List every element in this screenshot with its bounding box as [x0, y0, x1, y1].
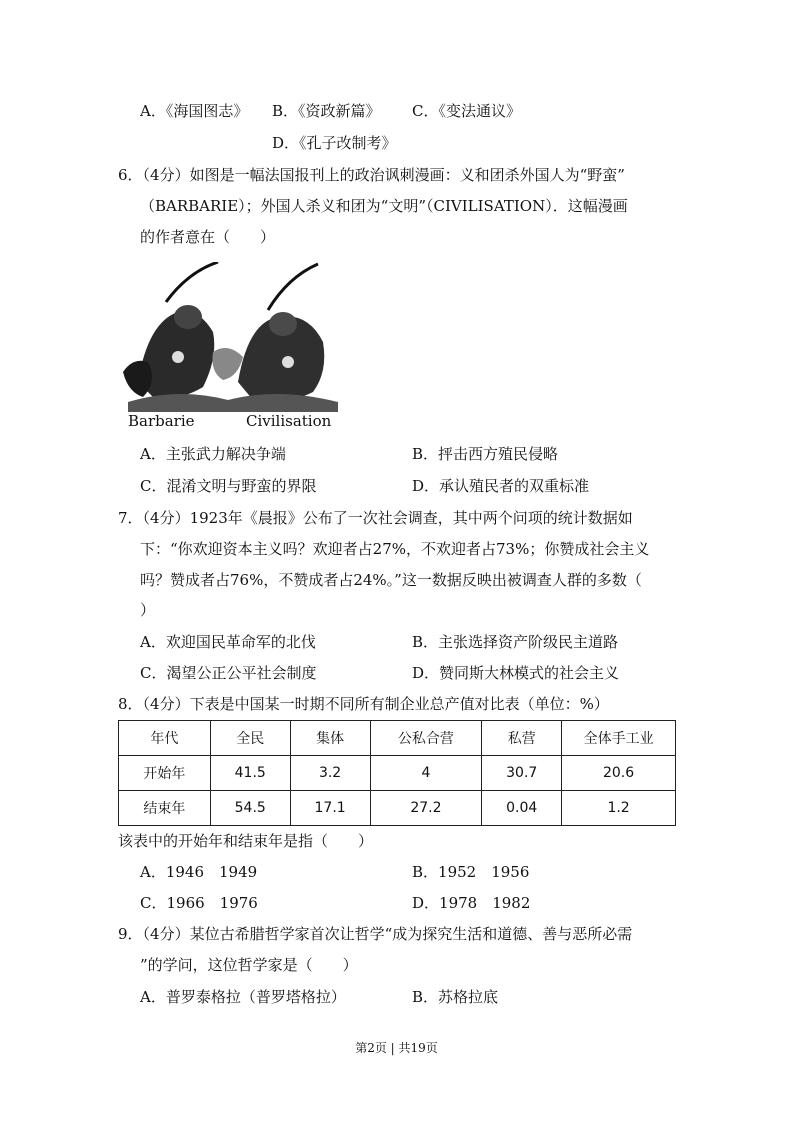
q8-stem-line-1: 8．（4分）下表是中国某一时期不同所有制企业总产值对比表（单位：%） — [118, 695, 609, 713]
table-header-cell: 年代 — [119, 721, 211, 756]
table-header-cell: 私营 — [482, 721, 562, 756]
q5-option-a: A．《海国图志》 — [140, 102, 249, 120]
q8-option-a: A．1946 1949 — [140, 863, 258, 881]
table-header-cell: 全民 — [210, 721, 290, 756]
table-header-cell: 公私合营 — [370, 721, 482, 756]
table-cell: 4 — [370, 756, 482, 791]
q8-option-c: C．1966 1976 — [140, 894, 258, 912]
cartoon-caption-civilisation: Civilisation — [246, 412, 332, 430]
q5-option-c: C．《变法通议》 — [412, 102, 521, 120]
q6-option-d: D．承认殖民者的双重标准 — [412, 477, 590, 495]
q7-stem-line-1: 7．（4分）1923年《晨报》公布了一次社会调查，其中两个问项的统计数据如 — [118, 509, 633, 527]
table-row — [119, 791, 676, 826]
q9-stem-line-1: 9．（4分）某位古希腊哲学家首次让哲学“成为探究生活和道德、善与恶所必需 — [118, 925, 633, 943]
table-cell: 41.5 — [210, 756, 290, 791]
q9-stem-line-2: ”的学问，这位哲学家是（ ） — [140, 956, 358, 974]
q6-stem-line-2: （BARBARIE）；外国人杀义和团为“文明”（CIVILISATION）．这幅漫画 — [140, 197, 628, 215]
q7-option-b: B．主张选择资产阶级民主道路 — [412, 633, 619, 651]
q6-option-b: B．抨击西方殖民侵略 — [412, 445, 559, 463]
q6-option-c: C．混淆文明与野蛮的界限 — [140, 477, 317, 495]
table-header-cell: 集体 — [290, 721, 370, 756]
q6-stem-line-1: 6．（4分）如图是一幅法国报刊上的政治讽刺漫画：义和团杀外国人为“野蛮” — [118, 166, 625, 184]
q8-stem-line-2: 该表中的开始年和结束年是指（ ） — [118, 832, 374, 850]
table-cell: 17.1 — [290, 791, 370, 826]
q8-option-b: B．1952 1956 — [412, 863, 530, 881]
satirical-cartoon-image — [118, 262, 348, 432]
q7-stem-line-2: 下：“你欢迎资本主义吗？欢迎者占27%，不欢迎者占73%；你赞成社会主义 — [140, 540, 650, 558]
table-cell: 1.2 — [562, 791, 676, 826]
table-cell: 27.2 — [370, 791, 482, 826]
q9-option-a: A．普罗泰格拉（普罗塔格拉） — [140, 988, 346, 1006]
table-row — [119, 756, 676, 791]
table-header-cell: 全体手工业 — [562, 721, 676, 756]
q6-option-a: A．主张武力解决争端 — [140, 445, 286, 463]
table-cell: 结束年 — [119, 791, 211, 826]
table-header-row — [119, 721, 676, 756]
q7-stem-line-4: ） — [140, 601, 156, 619]
q7-stem-line-3: 吗？赞成者占76%，不赞成者占24%。”这一数据反映出被调查人群的多数（ — [140, 571, 642, 589]
table-cell: 30.7 — [482, 756, 562, 791]
q5-option-d: D．《孔子改制考》 — [272, 134, 397, 152]
table-cell: 0.04 — [482, 791, 562, 826]
q7-option-a: A．欢迎国民革命军的北伐 — [140, 633, 316, 651]
cartoon-caption-barbarie: Barbarie — [128, 412, 195, 430]
page-footer: 第2页 | 共19页 — [355, 1041, 438, 1055]
table-cell: 20.6 — [562, 756, 676, 791]
q6-stem-line-3: 的作者意在（ ） — [140, 228, 276, 246]
q7-option-c: C．渴望公正公平社会制度 — [140, 664, 317, 682]
q5-option-b: B．《资政新篇》 — [272, 102, 381, 120]
table-cell: 开始年 — [119, 756, 211, 791]
table-cell: 54.5 — [210, 791, 290, 826]
q9-option-b: B．苏格拉底 — [412, 988, 499, 1006]
table-cell: 3.2 — [290, 756, 370, 791]
ownership-output-table — [118, 720, 676, 826]
q7-option-d: D．赞同斯大林模式的社会主义 — [412, 664, 620, 682]
q8-option-d: D．1978 1982 — [412, 894, 531, 912]
